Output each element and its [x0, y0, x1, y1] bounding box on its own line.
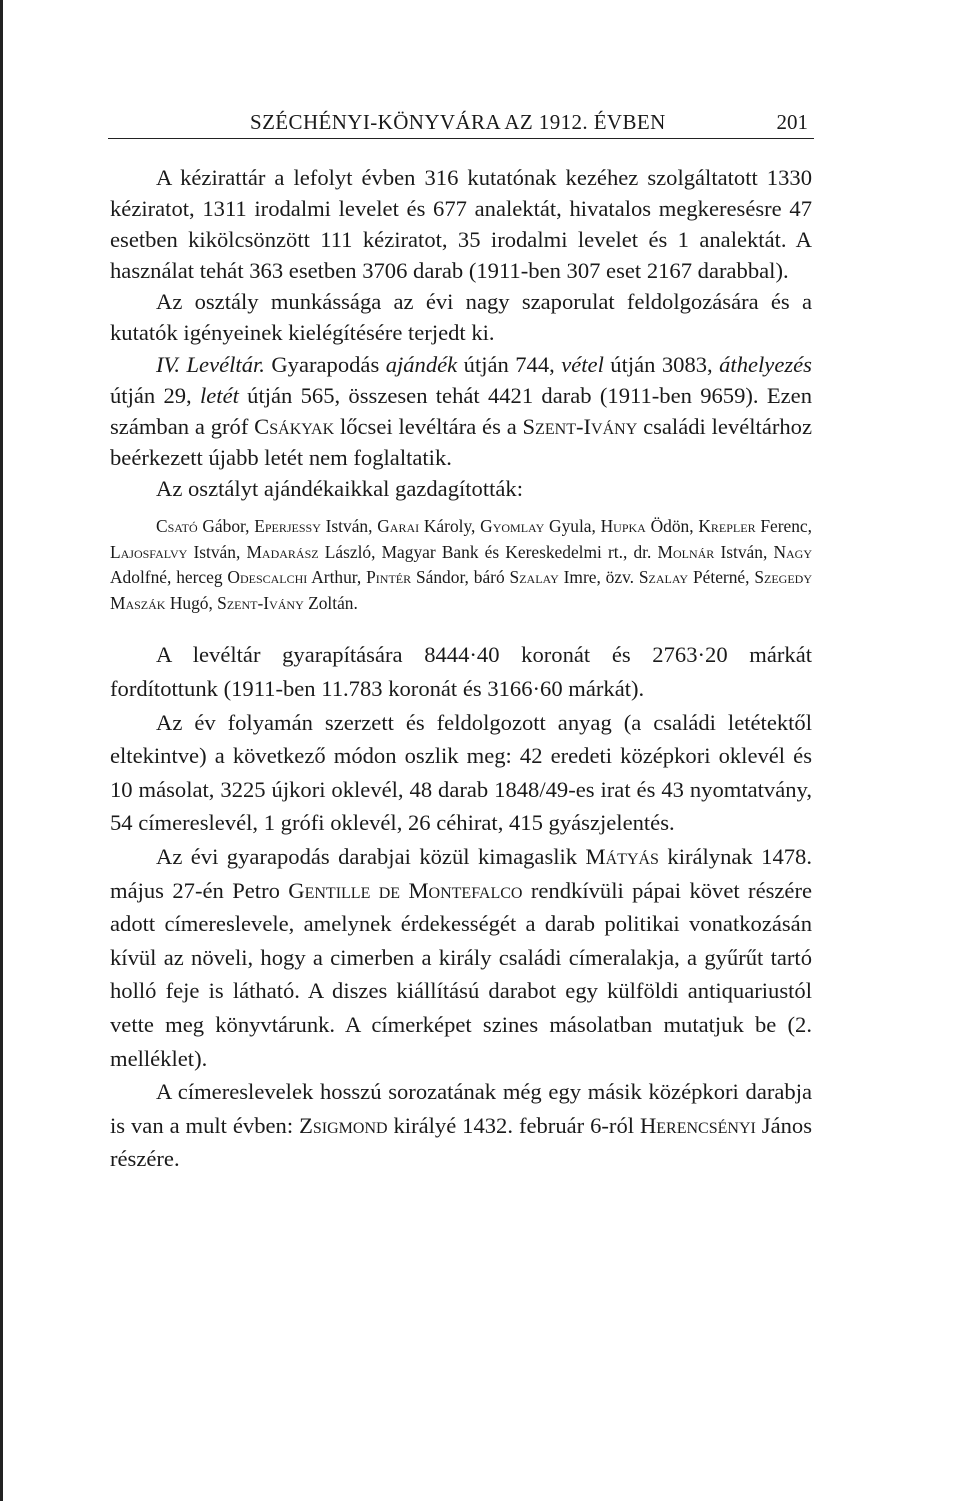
donor-given-name: Hugó,: [165, 592, 218, 613]
donor-name: Krepler: [698, 516, 756, 537]
donor-name: Csató: [156, 516, 198, 537]
donor-given-name: Gyula,: [544, 516, 601, 537]
donor-given-name: Péterné,: [688, 567, 755, 588]
italic-term: vétel: [561, 351, 604, 377]
running-header: [108, 104, 814, 139]
donor-given-name: István,: [714, 541, 774, 562]
donor-given-name: Adolfné, herceg: [110, 567, 228, 588]
donor-given-name: Imre, özv.: [558, 567, 639, 588]
page-edge-line: [0, 0, 3, 1501]
donor-name: Lajosfalvy: [110, 541, 188, 562]
donor-given-name: László, Magyar Bank és Kereskedelmi rt., dr.: [318, 541, 658, 562]
italic-term: áthelyezés: [719, 351, 812, 377]
paragraph-archive-growth: [110, 349, 812, 473]
italic-term: ajándék: [385, 351, 458, 377]
donor-name: Szalay: [638, 567, 689, 588]
text-run: Gyarapodás: [264, 351, 386, 377]
text-run: útján 29,: [110, 382, 200, 408]
donor-name: Eperjessy: [254, 516, 321, 537]
donor-name: Szent-Ivány: [217, 592, 304, 613]
person-name: Herencsényi: [639, 1112, 756, 1138]
text-run: Az évi gyarapodás darabjai közül kimagaslik: [156, 843, 586, 869]
text-run: lőcsei levéltára és a: [334, 413, 523, 439]
donor-given-name: Gábor,: [197, 516, 255, 537]
donor-given-name: Ödön,: [645, 516, 699, 537]
donor-given-name: Sándor, báró: [411, 567, 510, 588]
donor-name: Nagy: [773, 541, 812, 562]
donor-name: Hupka: [600, 516, 646, 537]
donor-name: Molnár: [657, 541, 715, 562]
text-run: családi levéltárhoz beérkezett újabb letét nem foglaltatik.: [110, 413, 812, 470]
text-run: útján 3083,: [603, 351, 720, 377]
paragraph-department-work: Az osztály munkássága az évi nagy szaporulat feldolgozására és a kutatók igényeinek kielégítésére terjedt ki.: [110, 289, 812, 346]
text-run: János részére.: [110, 1112, 812, 1172]
paragraph-donors-intro: Az osztályt ajándékaikkal gazdagították:: [156, 475, 524, 501]
text-run: A címereslevelek hosszú sorozatának még egy másik középkori darabja is van a mult évben:: [110, 1079, 812, 1138]
donor-given-name: István,: [320, 516, 378, 537]
donor-name: Garai: [377, 516, 420, 537]
page-number: 201: [776, 110, 808, 134]
paragraph-expenditure: A levéltár gyarapítására 8444·40 koronát és 2763·20 márkát fordítottunk (1911-ben 11.783 koronát és 3166·60 márkát).: [110, 642, 812, 701]
donor-given-name: István,: [187, 541, 247, 562]
donor-name: Odescalchi: [227, 567, 308, 588]
text-run: rendkívüli pápai követ részére adott címereslevele, amelynek érdekességét a darab politikai vonatkozásán kívül az növeli, hogy a cimerben a király családi címeralakja, a gyűrűt tartó holló feje is látható. A diszes kiállítású darabot egy külföldi antiquariustól vette meg könyvtárunk. A címerképet szines másolatban mutatjuk be (2. melléklet).: [110, 877, 812, 1071]
paragraph-manuscripts: A kézirattár a lefolyt évben 316 kutatónak kezéhez szolgáltatott 1330 kéziratot, 1311 irodalmi levelet és 677 analektát, hivatalos megkeresésre 47 esetben kikölcsönzött 111 kéziratot, 35 irodalmi levelet és 1 analektát. A használat tehát 363 esetben 3706 darab (1911-ben 307 eset 2167 darabbal).: [110, 165, 812, 284]
text-run: útján 565, összesen tehát 4421 darab (1911-ben 9659). Ezen számban a gróf: [110, 382, 812, 439]
page-body: [110, 162, 812, 1176]
person-name: Mátyás: [585, 843, 659, 869]
person-name: Gentille de Montefalco: [288, 877, 523, 903]
donor-given-name: Ferenc,: [755, 516, 812, 537]
donor-name: Szegedy Maszák: [110, 567, 813, 613]
donor-given-name: Arthur,: [307, 567, 367, 588]
family-name: Szent-Ivány: [522, 413, 638, 439]
donor-name: Madarász: [246, 541, 319, 562]
paragraph-matyas-charter: [110, 840, 812, 1075]
lower-text-block: [110, 638, 812, 1176]
text-run: útján 744,: [457, 351, 562, 377]
section-heading-archive: IV. Levéltár.: [156, 351, 265, 377]
family-name: Csákyak: [254, 413, 335, 439]
donor-name: Szalay: [509, 567, 559, 588]
donor-name: Gyomlay: [480, 516, 545, 537]
text-run: királyé 1432. február 6-ról: [387, 1112, 640, 1138]
running-title: SZÉCHÉNYI-KÖNYVÁRA AZ 1912. ÉVBEN: [250, 110, 666, 134]
donor-name: Pintér: [366, 567, 412, 588]
donor-list: [110, 514, 812, 616]
donor-given-name: Károly,: [419, 516, 481, 537]
paragraph-zsigmond-charter: [110, 1075, 812, 1176]
italic-term: letét: [199, 382, 239, 408]
text-run: királynak 1478. május 27-én Petro: [110, 843, 812, 903]
person-name: Zsigmond: [299, 1112, 388, 1138]
donor-given-name: Zoltán.: [303, 592, 358, 613]
paragraph-material-distribution: Az év folyamán szerzett és feldolgozott anyag (a családi letétektől eltekintve) a következő módon oszlik meg: 42 eredeti középkori oklevél és 10 másolat, 3225 újkori oklevél, 48 darab 1848/49-es irat és 43 nyomtatvány, 54 címereslevél, 1 grófi oklevél, 26 céhirat, 415 gyászjelentés.: [110, 709, 812, 836]
